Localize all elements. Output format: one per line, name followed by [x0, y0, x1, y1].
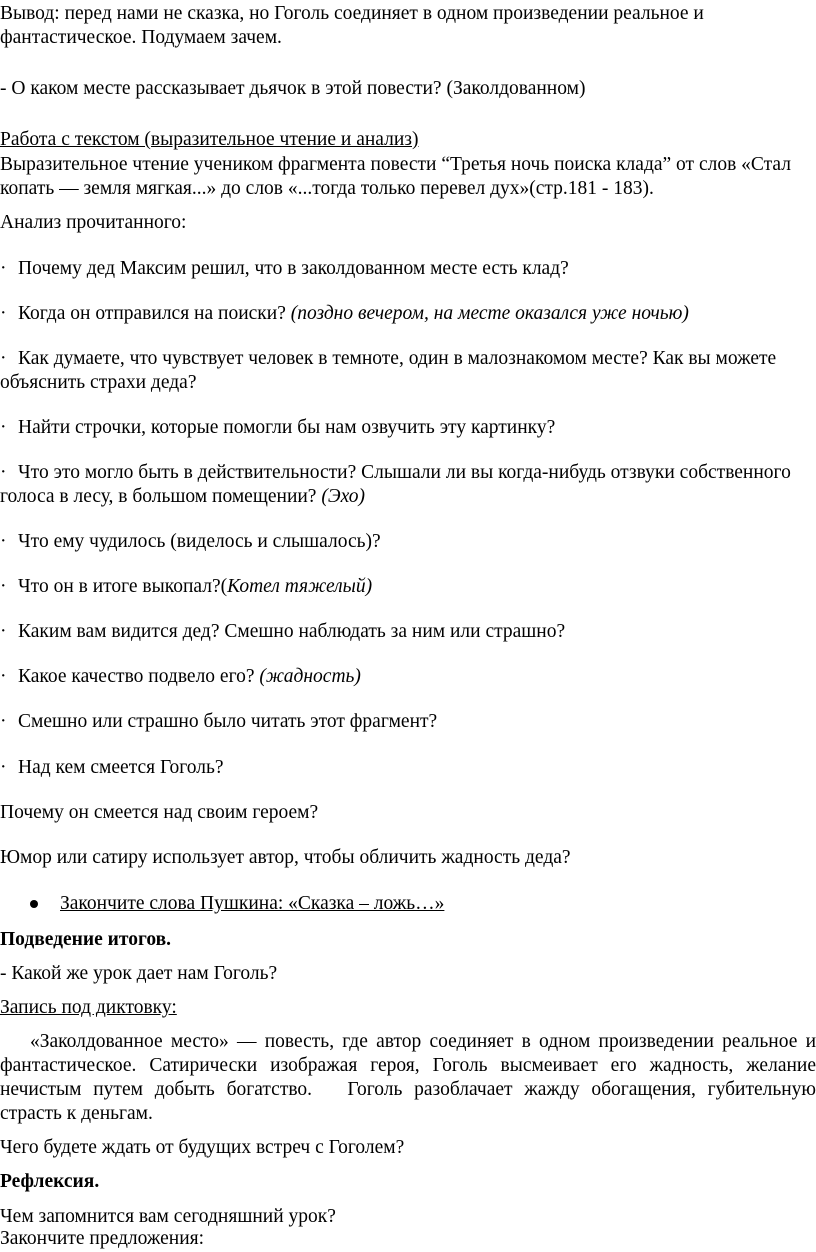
analysis-question-5-cont: голоса в лесу, в большом помещении? (Эхо): [0, 486, 366, 507]
analysis-heading: Анализ прочитанного:: [0, 212, 187, 233]
followup-question-2: Юмор или сатиру использует автор, чтобы обличить жадность деда?: [0, 847, 571, 868]
analysis-question-5: · Что это могло быть в действительности? Слышали ли вы когда-нибудь отзвуки собственного: [0, 462, 791, 483]
analysis-question-10: · Смешно или страшно было читать этот фрагмент?: [0, 711, 438, 732]
dictation-heading: Запись под диктовку:: [0, 997, 177, 1018]
analysis-question-6: · Что ему чудилось (виделось и слышалось)?: [0, 531, 381, 552]
bullet-icon: [30, 900, 38, 908]
bullet-dot: ·: [0, 348, 7, 369]
text-work-heading: Работа с текстом (выразительное чтение и анализ): [0, 129, 419, 150]
answer-italic: (Эхо): [321, 486, 366, 507]
bullet-dot: ·: [0, 757, 7, 778]
analysis-question-4: · Найти строчки, которые помогли бы нам озвучить эту картинку?: [0, 417, 556, 438]
conclusion-line-1: Вывод: перед нами не сказка, но Гоголь соединяет в одном произведении реальное и: [0, 3, 704, 24]
followup-question-1: Почему он смеется над своим героем?: [0, 802, 319, 823]
analysis-question-3-cont: объяснить страхи деда?: [0, 372, 197, 393]
bullet-dot: ·: [0, 576, 7, 597]
text-work-line-2: копать — земля мягкая...» до слов «...тогда только перевел дух»(стр.181 - 183).: [0, 178, 654, 199]
dictation-line-1: «Заколдованное место» — повесть, где автор соединяет в одном произведении реальное и: [30, 1031, 816, 1052]
analysis-question-9: · Какое качество подвело его? (жадность): [0, 666, 361, 687]
bullet-dot: ·: [0, 417, 7, 438]
analysis-question-8: · Каким вам видится дед? Смешно наблюдать за ним или страшно?: [0, 621, 566, 642]
bullet-dot: ·: [0, 531, 7, 552]
analysis-question-11: · Над кем смеется Гоголь?: [0, 757, 224, 778]
answer-italic: (жадность): [259, 666, 361, 687]
reflection-question-1: Чем запомнится вам сегодняшний урок?: [0, 1206, 336, 1227]
analysis-question-7: · Что он в итоге выкопал?(Котел тяжелый): [0, 576, 373, 597]
answer-italic: (поздно вечером, на месте оказался уже ночью): [290, 303, 689, 324]
future-question: Чего будете ждать от будущих встреч с Гоголем?: [0, 1137, 405, 1158]
summary-heading: Подведение итогов.: [0, 929, 172, 950]
bullet-dot: ·: [0, 462, 7, 483]
answer-italic: Котел тяжелый): [227, 576, 373, 597]
reflection-heading: Рефлексия.: [0, 1171, 100, 1192]
dictation-paragraph: [0, 1030, 816, 1126]
bullet-dot: ·: [0, 303, 7, 324]
analysis-question-1: · Почему дед Максим решил, что в заколдованном месте есть клад?: [0, 258, 569, 279]
question-place: - О каком месте рассказывает дьячок в этой повести? (Заколдованном): [0, 78, 586, 99]
bullet-dot: ·: [0, 711, 7, 732]
analysis-question-2: · Когда он отправился на поиски? (поздно вечером, на месте оказался уже ночью): [0, 303, 689, 324]
conclusion-line-2: фантастическое. Подумаем зачем.: [0, 27, 282, 48]
dictation-line-4: страсть к деньгам.: [0, 1103, 153, 1124]
text-work-line-1: Выразительное чтение учеником фрагмента повести “Третья ночь поиска клада” от слов «Стал: [0, 154, 791, 175]
bullet-dot: ·: [0, 258, 7, 279]
analysis-question-3: · Как думаете, что чувствует человек в темноте, один в малознакомом месте? Как вы можете: [0, 348, 777, 369]
summary-question: - Какой же урок дает нам Гоголь?: [0, 963, 278, 984]
dictation-line-2: фантастическое. Сатирически изображая героя, Гоголь высмеивает его жадность, желание: [0, 1055, 816, 1076]
dictation-line-3: нечистым путем добыть богатство. Гоголь разоблачает жажду обогащения, губительную: [0, 1079, 816, 1100]
bullet-dot: ·: [0, 621, 7, 642]
bullet-dot: ·: [0, 666, 7, 687]
reflection-question-2: Закончите предложения:: [0, 1228, 205, 1249]
pushkin-task: Закончите слова Пушкина: «Сказка – ложь…»: [60, 893, 445, 914]
